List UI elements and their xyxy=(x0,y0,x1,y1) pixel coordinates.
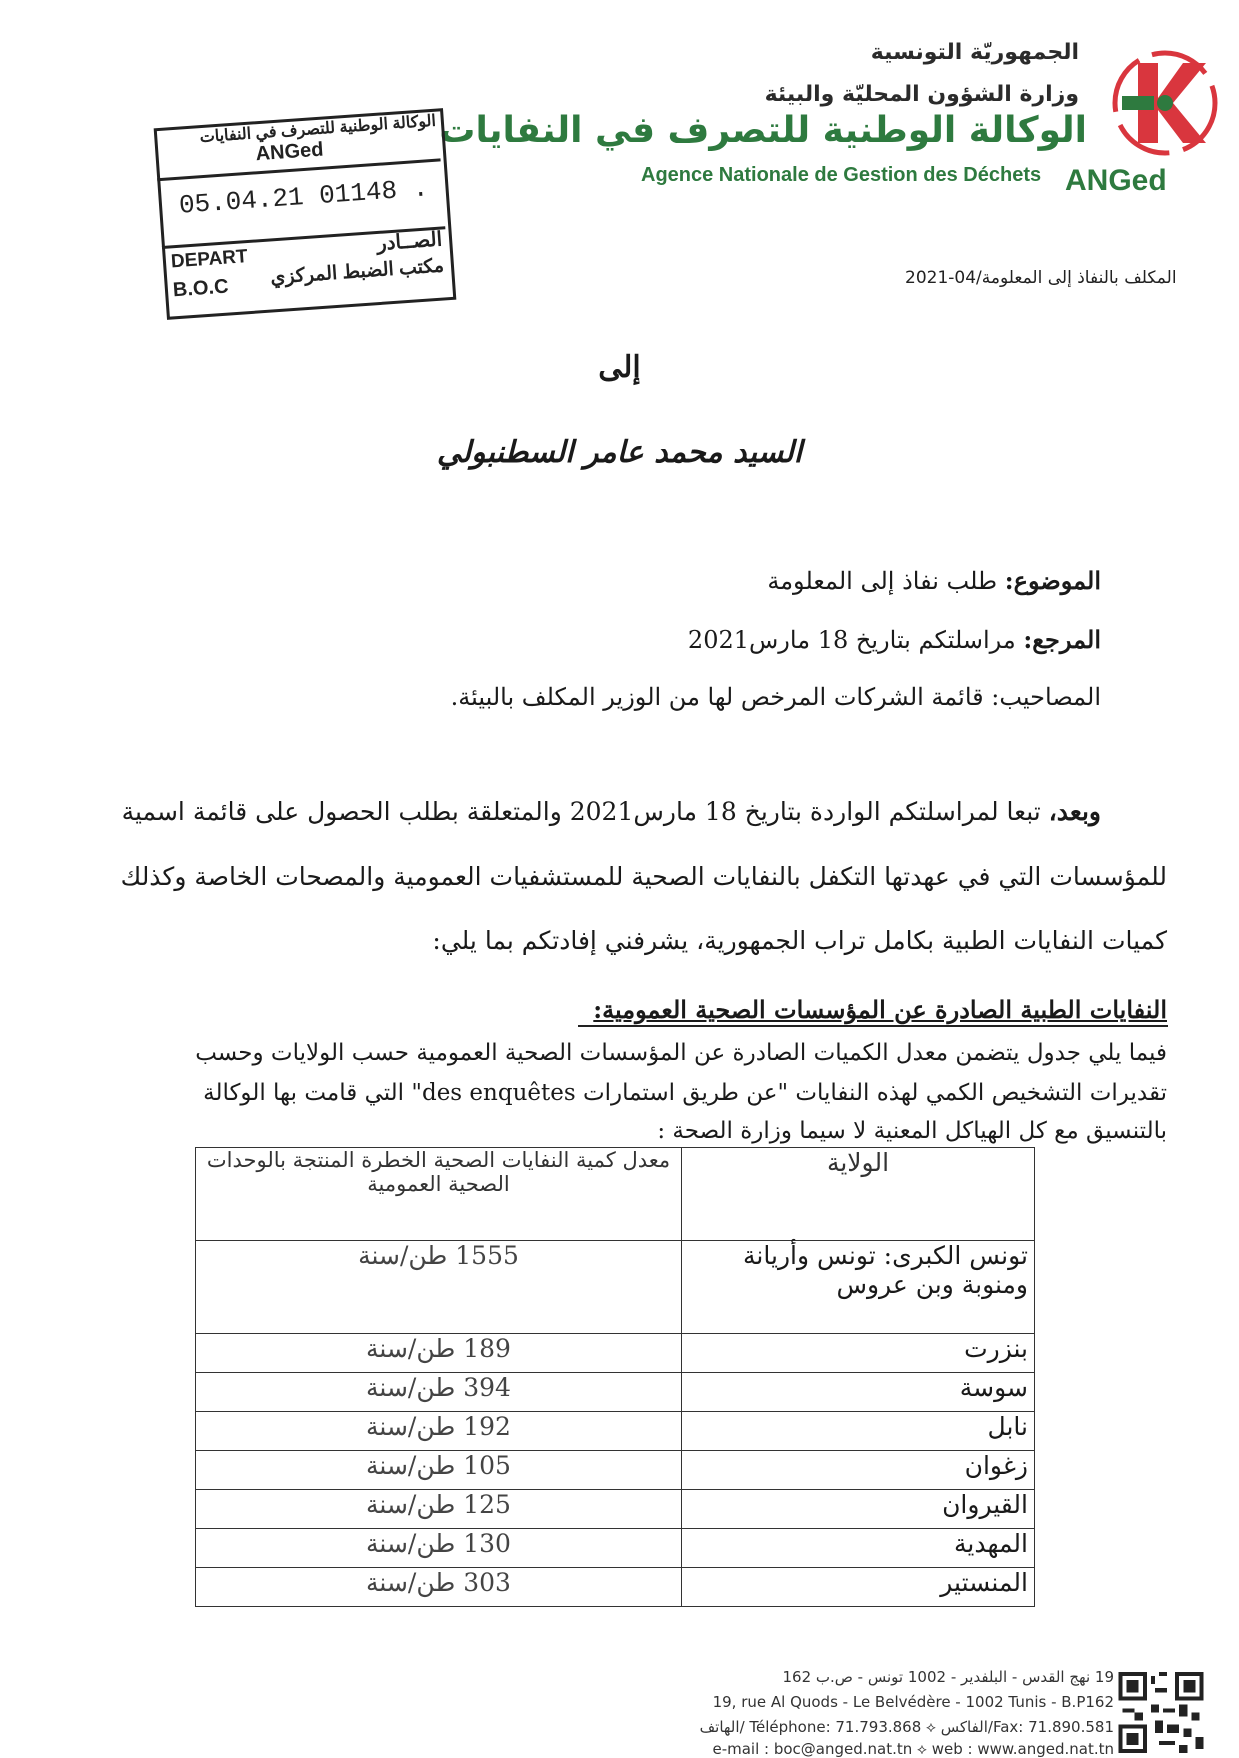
table-row xyxy=(196,1373,1035,1412)
column-header-quantity: معدل كمية النفايات الصحية الخطرة المنتجة بالوحدات الصحية العمومية xyxy=(196,1148,682,1241)
table-row xyxy=(196,1412,1035,1451)
quantity-cell: 105 طن/سنة xyxy=(196,1451,682,1490)
stamp-depart-fr: DEPART xyxy=(170,246,249,273)
table-row xyxy=(196,1451,1035,1490)
stamp-office-ar: مكتب الضبط المركزي xyxy=(269,255,445,289)
stamp-acronym: ANGed xyxy=(254,138,325,166)
quantity-cell: 125 طن/سنة xyxy=(196,1490,682,1529)
section-intro-3: بالتنسيق مع كل الهياكل المعنية لا سيما وزارة الصحة : xyxy=(657,1118,1167,1144)
quantity-cell: 189 طن/سنة xyxy=(196,1334,682,1373)
governorate-cell: زغوان xyxy=(682,1451,1035,1490)
footer-address-arabic: 19 نهج القدس - البلفدير - 1002 تونس - ص.ب 162 xyxy=(782,1668,1114,1686)
subject-line xyxy=(767,566,1101,595)
footer-phone-fax: الهاتف/ Téléphone: 71.793.868 ⟡ الفاكس/Fax: 71.890.581 xyxy=(699,1718,1114,1736)
attachments-text: قائمة الشركات المرخص لها من الوزير المكلف بالبيئة. xyxy=(450,683,984,711)
reference-label: المرجع: xyxy=(1023,625,1101,654)
footer-email-web: e-mail : boc@anged.nat.tn ⟡ web : www.anged.nat.tn xyxy=(712,1740,1114,1758)
quantity-cell: 192 طن/سنة xyxy=(196,1412,682,1451)
medical-waste-table xyxy=(195,1147,1035,1607)
anged-logo-icon xyxy=(1108,48,1223,158)
column-header-governorate: الولاية xyxy=(682,1148,1035,1241)
body-line-1-text: تبعا لمراسلتكم الواردة بتاريخ 18 مارس2021 والمتعلقة بطلب الحصول على قائمة اسمية xyxy=(121,797,1041,826)
governorate-cell: سوسة xyxy=(682,1373,1035,1412)
section-intro-1: فيما يلي جدول يتضمن معدل الكميات الصادرة عن المؤسسات الصحية العمومية حسب الولايات وحسب xyxy=(195,1040,1167,1066)
quantity-cell: 394 طن/سنة xyxy=(196,1373,682,1412)
table-header-row xyxy=(196,1148,1035,1241)
letter-reference-number: المكلف بالنفاذ إلى المعلومة/04-2021 xyxy=(905,268,1177,288)
body-line-3: كميات النفايات الطبية بكامل تراب الجمهورية، يشرفني إفادتكم بما يلي: xyxy=(432,926,1167,955)
stamp-agency-line: الوكالة الوطنية للتصرف في النفايات xyxy=(199,112,437,147)
section-intro-2: تقديرات التشخيص الكمي لهذه النفايات "عن طريق استمارات des enquêtes" التي قامت بها الوكالة xyxy=(203,1080,1167,1106)
governorate-cell: المهدية xyxy=(682,1529,1035,1568)
body-lead: وبعد، xyxy=(1048,797,1101,826)
subject-text: طلب نفاذ إلى المعلومة xyxy=(767,567,998,595)
attachments-line xyxy=(451,683,1101,711)
stamp-office-fr: B.O.C xyxy=(172,275,230,302)
quantity-cell: 1555 طن/سنة xyxy=(196,1241,682,1334)
addressee-name: السيد محمد عامر السطنبولي xyxy=(436,435,803,470)
table-row xyxy=(196,1568,1035,1607)
reference-line xyxy=(688,625,1101,654)
agency-name-arabic: الوكالة الوطنية للتصرف في النفايات xyxy=(439,110,1087,151)
table-row xyxy=(196,1529,1035,1568)
quantity-cell: 303 طن/سنة xyxy=(196,1568,682,1607)
section-title: النفايات الطبية الصادرة عن المؤسسات الصحية العمومية: xyxy=(593,995,1167,1024)
table-row xyxy=(196,1334,1035,1373)
subject-label: الموضوع: xyxy=(1004,566,1101,595)
attachments-label: المصاحيب: xyxy=(991,683,1101,711)
table-row xyxy=(196,1490,1035,1529)
body-line-1 xyxy=(21,797,1101,826)
republic-title: الجمهوريّة التونسية xyxy=(870,40,1079,65)
qr-code-icon xyxy=(1118,1672,1204,1753)
governorate-cell: بنزرت xyxy=(682,1334,1035,1373)
stamp-depart-ar: الصــادر xyxy=(376,228,443,256)
addressee-to: إلى xyxy=(598,350,641,385)
footer-address-french: 19, rue Al Quods - Le Belvédère - 1002 Tunis - B.P162 xyxy=(712,1693,1114,1711)
quantity-cell: 130 طن/سنة xyxy=(196,1529,682,1568)
table-row xyxy=(196,1241,1035,1334)
departure-stamp xyxy=(154,108,457,320)
governorate-cell: تونس الكبرى: تونس وأريانة ومنوبة وبن عروس xyxy=(682,1241,1035,1334)
ministry-title: وزارة الشؤون المحليّة والبيئة xyxy=(764,82,1079,107)
section-divider xyxy=(578,1025,1168,1027)
governorate-cell: نابل xyxy=(682,1412,1035,1451)
stamp-number: 05.04.21 01148 . xyxy=(178,173,430,221)
governorate-cell: القيروان xyxy=(682,1490,1035,1529)
reference-text: مراسلتكم بتاريخ 18 مارس2021 xyxy=(687,626,1016,654)
agency-name-french: Agence Nationale de Gestion des Déchets xyxy=(641,164,1042,186)
agency-acronym: ANGed xyxy=(1065,164,1167,197)
governorate-cell: المنستير xyxy=(682,1568,1035,1607)
body-line-2: للمؤسسات التي في عهدتها التكفل بالنفايات الصحية للمستشفيات العمومية والمصحات الخاصة وكذلك xyxy=(120,862,1167,891)
